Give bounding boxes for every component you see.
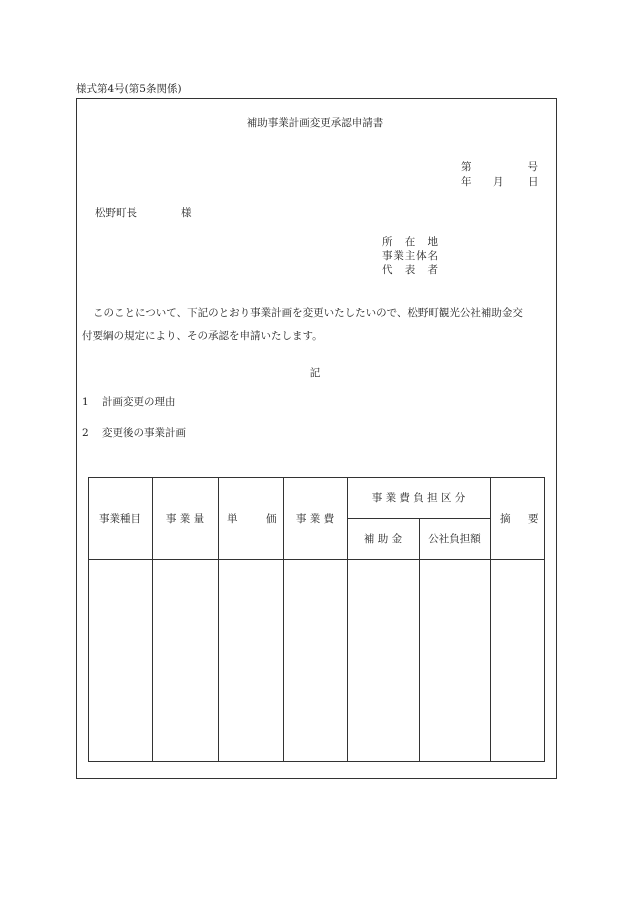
item-text: 計画変更の理由 — [102, 396, 176, 408]
header-remarks-2: 要 — [528, 513, 539, 525]
table-header-divider — [88, 559, 545, 560]
header-unit-price-1: 単 — [227, 513, 238, 525]
header-project-type: 事業種目 — [99, 513, 141, 525]
addressee-name: 松野町長 — [95, 207, 137, 219]
applicant-entity-label: 事業主体名 — [382, 250, 438, 262]
ki-heading: 記 — [309, 367, 321, 379]
header-corporation-share: 公社負担額 — [428, 533, 481, 545]
form-label: 様式第4号(第5条関係) — [76, 83, 182, 95]
header-remarks-1: 摘 — [500, 513, 511, 525]
table-subheader-divider — [347, 518, 490, 519]
doc-number-suffix: 号 — [527, 161, 538, 173]
header-project-cost: 事 業 費 — [295, 513, 335, 525]
applicant-address-label: 所 在 地 — [382, 236, 438, 248]
date-month: 月 — [493, 176, 504, 188]
list-item — [82, 397, 176, 408]
date-day: 日 — [528, 176, 539, 188]
header-subsidy: 補 助 金 — [363, 533, 403, 545]
addressee-honorific: 様 — [181, 207, 192, 219]
body-line-1: このことについて、下記のとおり事業計画を変更いたしたいので、松野町観光公社補助金交 — [93, 307, 523, 319]
table-column-divider — [419, 518, 420, 762]
list-item — [82, 428, 186, 439]
document-number — [461, 162, 538, 173]
table-column-divider — [218, 477, 219, 762]
item-number: 1 — [82, 396, 89, 408]
item-number: 2 — [82, 427, 89, 439]
table-column-divider — [490, 477, 491, 762]
header-cost-sharing: 事 業 費 負 担 区 分 — [371, 492, 466, 504]
header-project-amount: 事 業 量 — [165, 513, 205, 525]
document-date — [461, 177, 538, 189]
table-column-divider — [347, 477, 348, 762]
form-title: 補助事業計画変更承認申請書 — [246, 117, 384, 129]
doc-number-prefix: 第 — [461, 161, 472, 173]
header-unit-price-2: 価 — [266, 513, 277, 525]
applicant-representative-label: 代 表 者 — [382, 264, 438, 276]
item-text: 変更後の事業計画 — [102, 427, 187, 439]
body-line-2: 付要綱の規定により、その承認を申請いたします。 — [82, 330, 323, 342]
date-year: 年 — [461, 176, 472, 188]
